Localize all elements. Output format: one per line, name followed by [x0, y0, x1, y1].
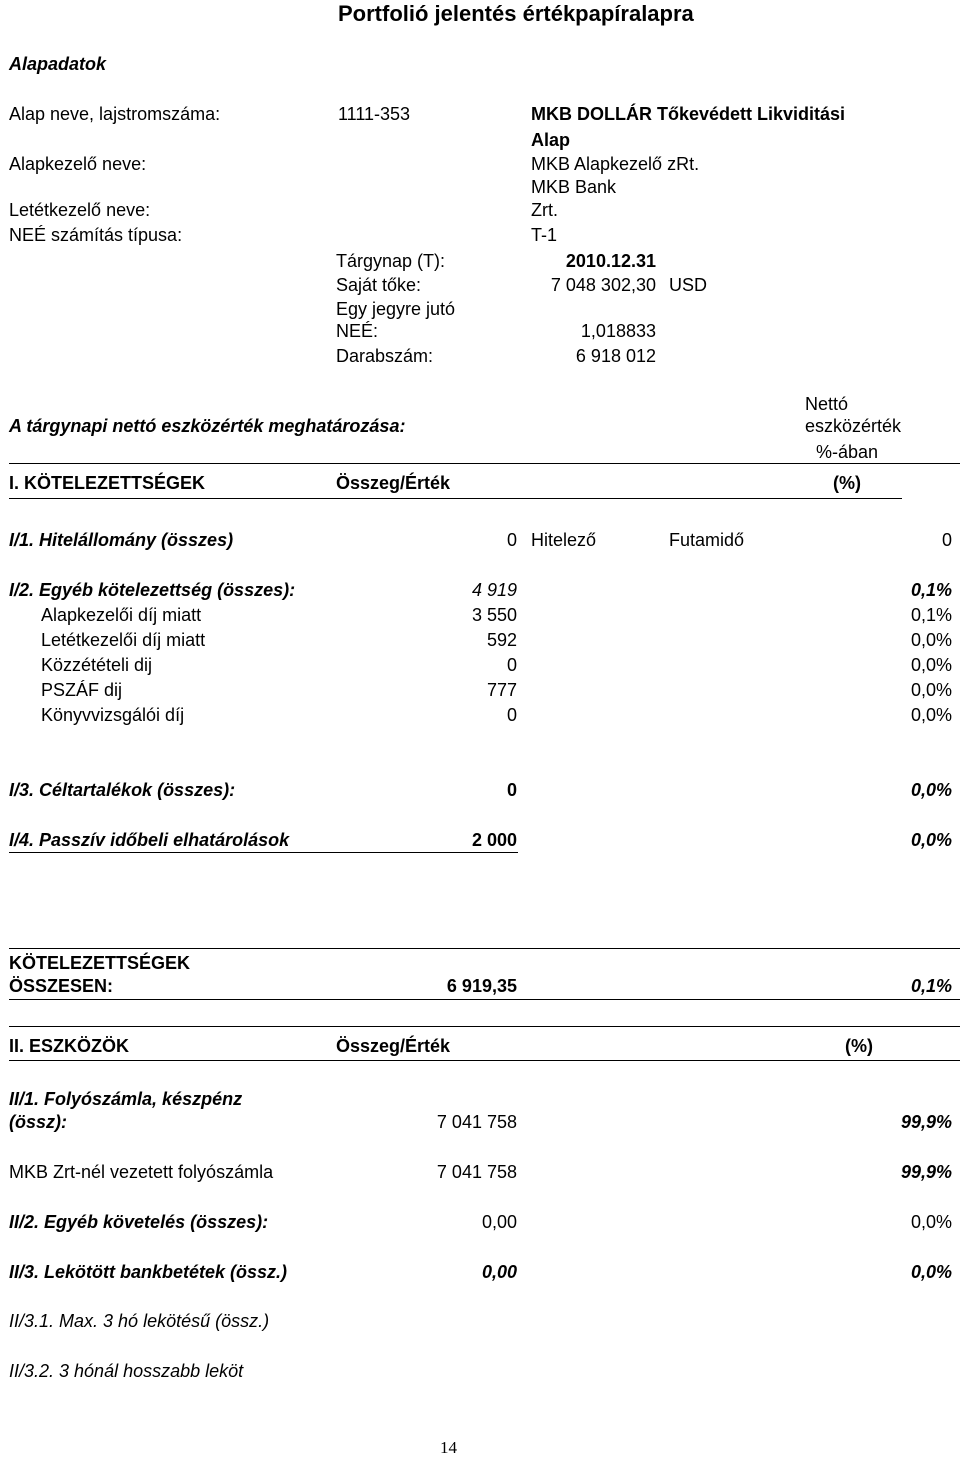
nav-col-header-line3: %-ában — [816, 442, 879, 462]
liability-item-amount: 777 — [486, 680, 517, 700]
divider — [9, 948, 960, 949]
deposits-pct: 0,0% — [910, 1262, 952, 1282]
current-account-amount: 7 041 758 — [436, 1112, 517, 1132]
custodian-label: Letétkezelő neve: — [9, 200, 151, 220]
divider — [9, 1026, 960, 1027]
loans-amount: 0 — [506, 530, 517, 550]
other-liabilities-label: I/2. Egyéb kötelezettség (összes): — [9, 580, 296, 600]
other-receivables-pct: 0,0% — [910, 1212, 952, 1232]
provisions-label: I/3. Céltartalékok (összes): — [9, 780, 236, 800]
fund-name-line1: MKB DOLLÁR Tőkevédett Likviditási — [531, 104, 846, 124]
divider — [9, 852, 518, 853]
maturity-label: Futamidő — [669, 530, 745, 550]
units-value: 6 918 012 — [575, 346, 656, 366]
deposits-short-label: II/3.1. Max. 3 hó lekötésű (össz.) — [9, 1311, 270, 1331]
equity-value: 7 048 302,30 — [550, 275, 656, 295]
divider — [9, 463, 960, 464]
fund-name-label: Alap neve, lajstromszáma: — [9, 104, 221, 124]
deposits-long-label: II/3.2. 3 hónál hosszabb leköt — [9, 1361, 244, 1381]
total-liabilities-amount: 6 919,35 — [446, 976, 517, 996]
mkb-account-pct: 99,9% — [900, 1162, 952, 1182]
page-number: 14 — [440, 1438, 457, 1457]
liabilities-heading: I. KÖTELEZETTSÉGEK — [9, 473, 206, 493]
lender-label: Hitelező — [531, 530, 597, 550]
liability-item-amount: 0 — [506, 655, 517, 675]
divider — [9, 1060, 960, 1061]
total-liabilities-label-line1: KÖTELEZETTSÉGEK — [9, 953, 191, 973]
liability-item-pct: 0,0% — [910, 655, 952, 675]
nav-section-label: A tárgynapi nettó eszközérték meghatározása: — [9, 416, 406, 436]
liability-item-label: PSZÁF dij — [41, 680, 123, 700]
liabilities-pct-header: (%) — [833, 473, 861, 493]
provisions-amount: 0 — [506, 780, 517, 800]
divider — [9, 498, 902, 499]
units-label: Darabszám: — [336, 346, 434, 366]
liability-item-amount: 592 — [486, 630, 517, 650]
nav-type-value: T-1 — [531, 225, 558, 245]
assets-heading: II. ESZKÖZÖK — [9, 1036, 130, 1056]
nav-col-header-line2: eszközérték — [805, 416, 902, 436]
deposits-amount: 0,00 — [481, 1262, 517, 1282]
accruals-label: I/4. Passzív időbeli elhatárolások — [9, 830, 290, 850]
mkb-account-amount: 7 041 758 — [436, 1162, 517, 1182]
liability-item-label: Könyvvizsgálói díj — [41, 705, 185, 725]
liabilities-amount-header: Összeg/Érték — [336, 473, 451, 493]
date-value: 2010.12.31 — [565, 251, 656, 271]
liability-item-amount: 3 550 — [471, 605, 517, 625]
nav-col-header-line1: Nettó — [805, 394, 849, 414]
loans-label: I/1. Hitelállomány (összes) — [9, 530, 234, 550]
current-account-label-line1: II/1. Folyószámla, készpénz — [9, 1089, 243, 1109]
other-receivables-label: II/2. Egyéb követelés (összes): — [9, 1212, 269, 1232]
manager-value: MKB Alapkezelő zRt. — [531, 154, 700, 174]
page-title: Portfolió jelentés értékpapíralapra — [338, 1, 694, 26]
per-unit-label-line1: Egy jegyre jutó — [336, 299, 456, 319]
divider — [9, 999, 960, 1000]
total-liabilities-label-line2: ÖSSZESEN: — [9, 976, 114, 996]
manager-label: Alapkezelő neve: — [9, 154, 147, 174]
assets-pct-header: (%) — [845, 1036, 873, 1056]
liability-item-pct: 0,0% — [910, 630, 952, 650]
fund-name-line2: Alap — [531, 130, 571, 150]
liability-item-pct: 0,0% — [910, 680, 952, 700]
liability-item-pct: 0,0% — [910, 705, 952, 725]
equity-label: Saját tőke: — [336, 275, 422, 295]
accruals-amount: 2 000 — [471, 830, 517, 850]
current-account-pct: 99,9% — [900, 1112, 952, 1132]
maturity-value: 0 — [941, 530, 952, 550]
date-label: Tárgynap (T): — [336, 251, 446, 271]
deposits-label: II/3. Lekötött bankbetétek (össz.) — [9, 1262, 288, 1282]
mkb-account-label: MKB Zrt-nél vezetett folyószámla — [9, 1162, 274, 1182]
total-liabilities-pct: 0,1% — [910, 976, 952, 996]
custodian-value-line1: MKB Bank — [531, 177, 617, 197]
liability-item-pct: 0,1% — [910, 605, 952, 625]
other-receivables-amount: 0,00 — [481, 1212, 517, 1232]
other-liabilities-pct: 0,1% — [910, 580, 952, 600]
liability-item-amount: 0 — [506, 705, 517, 725]
section-heading-alapadatok: Alapadatok — [9, 54, 107, 74]
custodian-value-line2: Zrt. — [531, 200, 558, 220]
other-liabilities-amount: 4 919 — [471, 580, 517, 600]
accruals-pct: 0,0% — [910, 830, 952, 850]
fund-code: 1111-353 — [338, 104, 411, 124]
liability-item-label: Közzétételi dij — [41, 655, 153, 675]
liability-item-label: Letétkezelői díj miatt — [41, 630, 206, 650]
assets-amount-header: Összeg/Érték — [336, 1036, 451, 1056]
per-unit-label-line2: NEÉ: — [336, 321, 379, 341]
current-account-label-line2: (össz): — [9, 1112, 67, 1132]
nav-type-label: NEÉ számítás típusa: — [9, 225, 183, 245]
per-unit-value: 1,018833 — [580, 321, 656, 341]
provisions-pct: 0,0% — [910, 780, 952, 800]
liability-item-label: Alapkezelői díj miatt — [41, 605, 202, 625]
equity-currency: USD — [669, 275, 708, 295]
